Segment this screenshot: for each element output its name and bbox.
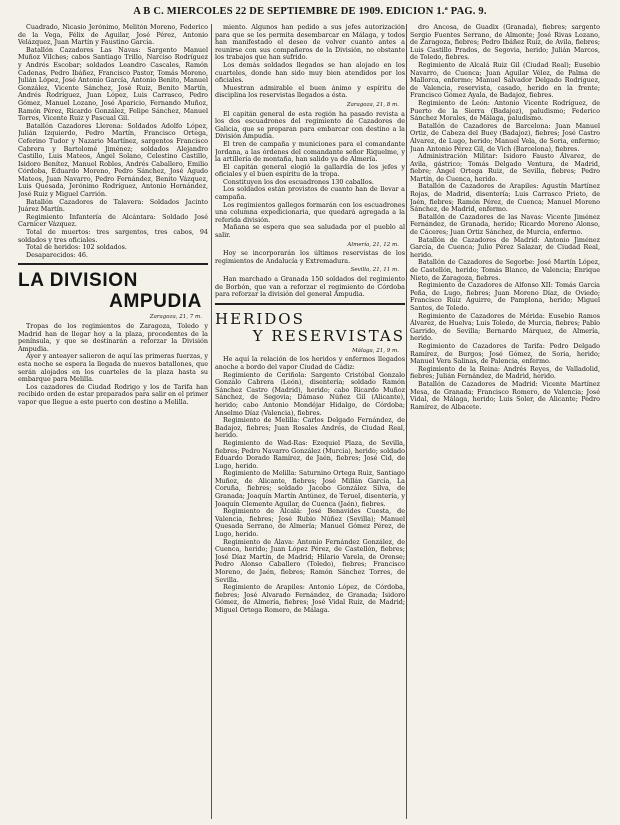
paragraph: Regimiento de Cazadores de Tarifa: Pedro Delgado Ramírez, de Burgos; José Gómez, de Soria, herido; Manuel Vera Salinas, de Palencia, enfermo. bbox=[410, 341, 600, 366]
paragraph: El tren de campaña y municiones para el comandante Jordana, a las órdenes del comandante señor Riquelme, y la artillería de montaña, han salido ya de Almería. bbox=[215, 139, 405, 164]
paragraph: Regimiento de Ceriñola: Sargento Cristóbal Gonzalo Gonzalo Cabrera (León), disentería; soldado Ramón Sánchez Castro (Madrid), herido; cabo Ricardo Muñoz Sánchez, de Segovia; Dámaso Núñez Gil (Alicante), herido; cabo Antonio Mondéjar Hidalgo, de Córdoba; Anselmo Díaz (Valencia), fiebres. bbox=[215, 370, 405, 417]
paragraph: Regimiento de Alcalá: José Benavides Cuesta, de Valencia, fiebres; José Rubio Núñez (Sevilla); Manuel Quesada Serrano, de Almería; Manuel Gómez Pérez, de Lugo, herido. bbox=[215, 507, 405, 539]
paragraph: Los soldados están provistos de cuanto han de llevar a campaña. bbox=[215, 185, 405, 202]
paragraph: Los regimientos gallegos formarán con los escuadrones una columna expedicionaria, que quedará agregada a la referida división. bbox=[215, 200, 405, 224]
paragraph: Batallón de Cazadores de Barcelona: Juan Manuel Ortiz, de Cabeza del Buey (Badajoz), fiebres; José Castro Álvarez, de Lugo, herido; Manuel Vela, de Soria, enfermo; Juan Antonio Pérez Gil, de Vich (Barcelona), fiebres. bbox=[410, 121, 600, 153]
paragraph: Regimiento de Cazadores de Alfonso XII: Tomás García Peña, de Lugo, fiebres; Juan Moreno Díaz, de Oviedo; Francisco Ruiz Aguirre, de Pamplona, herido; Miguel Santos, de Toledo. bbox=[410, 281, 600, 312]
paragraph: Administración Militar: Isidoro Fausto Álvarez, de Avila, gástrico; Tomás Delgado Ventura, de Madrid, fiebre; Ángel Ortega Ruiz, de Sevilla, fiebres; Pedro Martín, de Cuenca, herido. bbox=[410, 152, 600, 183]
dateline: Zaragoza, 21, 8 m. bbox=[346, 101, 399, 108]
paragraph: Regimiento de Melilla: Saturnino Ortega Ruiz, Santiago Muñoz, de Alicante, fiebres; José Millán García, La Coruña, fiebres; soldado Jacobo González Silva, de Granada; Joaquín Martín Antúnez, de Teruel, disentería, y Joaquín Clemente Aguilar, de Cuenca (Jaén), fiebres. bbox=[215, 469, 405, 508]
paragraph: Batallón de Cazadores de Madrid: Vicente Martínez Mesa, de Granada; Francisco Romero, de Valencia; José Vidal, de Málaga, herido; Luis Soler, de Alicante; Pedro Ramírez, de Albacete. bbox=[410, 379, 600, 411]
paragraph: Batallón Cazadores de Talavera: Soldados Jacinto Juárez Martín. bbox=[18, 197, 208, 214]
dateline: Zaragoza, 21, 7 m. bbox=[149, 314, 202, 321]
page-masthead: A B C. MIERCOLES 22 DE SEPTIEMBRE DE 1909. EDICION 1.ª PAG. 9. bbox=[133, 6, 487, 17]
paragraph: Total de heridos: 102 soldados. bbox=[26, 243, 127, 252]
paragraph: Tropas de los regimientos de Zaragoza, Toledo y Madrid han de llegar hoy a la plaza, procedentes de la península, y que se destinarán a reforzar la División Ampudia. bbox=[18, 322, 208, 353]
paragraph: Batallón Cazadores Llerena: Soldados Adolfo López, Julián Izquierdo, Pedro Martín, Francisco Ortega, Ceferino Tudor y Nazario Martínez, sargentos Francisco Cabrera y Bartolomé Jiménez; soldados Alejandro Castillo, Luis Mateos, Ángel Solano, Celestino Castillo, Isidoro Benítez, Manuel Robles, Andrés Caballero, Emilio Córdoba, Eduardo Moreno, Pedro Sánchez, José Agudo Mateos, Juan Navarro, Pedro Fernández, Benito Vázquez, Luis Quesada, Jerónimo Rodríguez, Antonio Hernández, José Ruiz y Miguel Carrión. bbox=[18, 121, 208, 199]
paragraph: Batallón de Cazadores de Segorbe: José Martín López, de Castellón, herido; Tomás Blanco, de Valencia; Enrique Nieto, de Zaragoza, fiebres. bbox=[410, 258, 600, 282]
paragraph: Cuadrado, Nicasio Jerónimo, Melitón Moreno, Federico de la Vega, Félix de Aguilar, José Pérez, Antonio Velázquez, Juan Martín y Faustino García. bbox=[18, 24, 208, 47]
paragraph: dro Ancosa, de Guadix (Granada), fiebres; sargento Sergio Fuentes Serrano, de Almonte; José Rivas Lozano, de Zaragoza, fiebres; Pedro Ibáñez Ruiz, de Avila, fiebres; Luis Castillo Prados, de Segovia, herido; Julián Marcos, de Toledo, fiebres. bbox=[410, 24, 600, 62]
paragraph: Regimiento de la Reina: Andrés Reyes, de Valladolid, fiebres; Julián Fernández, de Madrid, herido. bbox=[410, 364, 600, 381]
paragraph: Regimiento de Wad-Ras: Ezequiel Plaza, de Sevilla, fiebres; Pedro Navarro González (Murcia), herido; soldado Eduardo Dorado Ramírez, de Jaén, fiebres; José Cid, de Lugo, herido. bbox=[215, 438, 405, 470]
paragraph: Batallón de Cazadores de las Navas: Vicente Jiménez Fernández, de Granada, herido; Ricardo Moreno Alonso, de Cáceres; Juan Ortiz Sánchez, de Murcia, enfermo. bbox=[410, 212, 600, 237]
paragraph: Los cazadores de Ciudad Rodrigo y los de Tarifa han recibido orden de estar preparados para salir en el primer vapor que llegue a este puerto con destino a Melilla. bbox=[18, 382, 208, 406]
dateline: Málaga, 21, 9 m. bbox=[352, 347, 399, 354]
paragraph: Constituyen los dos escuadrones 130 caballos. bbox=[223, 177, 374, 186]
headline-heridos: HERIDOS bbox=[215, 309, 305, 328]
paragraph: Regimiento de Cazadores de Mérida: Eusebio Ramos Álvarez, de Huelva; Luis Toledo, de Murcia, fiebres; Pablo Garrido, de Sevilla; Bernardo Márquez, de Almería, herido. bbox=[410, 311, 600, 343]
paragraph: Los demás soldados llegados se han alojado en los cuarteles, donde han sido muy bien atendidos por los oficiales. bbox=[215, 60, 405, 85]
paragraph: El capitán general elogió la gallardía de los jefes y oficiales y el buen espíritu de la tropa. bbox=[215, 162, 405, 179]
paragraph: Regimiento Infantería de Alcántara: Soldado José Carnicer Vázquez. bbox=[18, 212, 208, 229]
paragraph: Hoy se incorporarán los últimos reservistas de los regimientos de Andalucía y Extremadura. bbox=[215, 249, 405, 265]
paragraph: Regimiento de Melilla: Carlos Delgado Fernández, de Badajoz, fiebres; Juan Rosales Andrés, de Ciudad Real, herido. bbox=[215, 416, 405, 440]
paragraph: Han marchado a Granada 150 soldados del regimiento de Borbón, que van a reforzar el regimiento de Córdoba para reforzar la división del general Ampudia. bbox=[215, 275, 405, 299]
paragraph: Regimiento de Álava: Antonio Fernández González, de Cuenca, herido; Juan López Pérez, de Castellón, fiebres; José Díaz Martín, de Madrid; Hilario Varela, de Orense; Pedro Alonso Caballero (Toledo), fiebres; Francisco Moreno, de Jaén, fiebres; Ramón Sánchez Torres, de Sevilla. bbox=[215, 537, 405, 584]
headline-division: LA DIVISION bbox=[18, 270, 138, 292]
column-1 bbox=[18, 24, 208, 819]
column-rule bbox=[211, 24, 212, 819]
paragraph: Regimiento de Alcalá Ruiz Gil (Ciudad Real); Eusebio Navarro, de Cuenca; Juan Aguilar Vélez, de Palma de Mallorca, enfermo; Manuel Salvador Delgado Rodríguez, de Valencia, reservista, casado, herido en la frente; Francisco Gómez Ayala, de Badajoz, fiebres. bbox=[410, 60, 600, 100]
headline-reservistas: Y RESERVISTAS bbox=[252, 326, 405, 345]
paragraph: Batallón de Cazadores de Madrid: Antonio Jiménez García, de Cuenca; Julio Pérez Salazar, de Ciudad Real, herido. bbox=[410, 235, 600, 259]
paragraph: Regimiento de Arapiles: Antonio López, de Córdoba, fiebres; José Alvarado Fernández, de Granada; Isidoro Gómez, de Almería, fiebres; José Vidal Ruiz, de Madrid; Miguel Ortega Romero, de Málaga. bbox=[215, 583, 405, 614]
column-2 bbox=[215, 24, 405, 819]
paragraph: Regimiento de León: Antonio Vicente Rodríguez, de Puerto de la Sierra (Badajoz), paludismo; Federico Sánchez Morales, de Málaga, paludismo. bbox=[410, 98, 600, 123]
dateline: Sevilla, 21, 11 m. bbox=[350, 267, 399, 274]
paragraph: El capitán general de esta región ha pasado revista a los dos escuadrones del regimiento de Cazadores de Galicia, que se preparan para embarcar con destino a la División Ampudia. bbox=[215, 109, 405, 141]
column-3 bbox=[410, 24, 600, 819]
paragraph: Desaparecidos: 46. bbox=[26, 250, 88, 259]
column-rule bbox=[406, 24, 407, 819]
paragraph: Batallón Cazadores Las Navas: Sargento Manuel Muñoz Vilches; cabos Santiago Trillo, Narciso Rodríguez y Andrés Escobar; soldados Leandro Cascales, Ramón Cadenas, Pedro Ibáñez, Francisco Pastor, Tomás Moreno, Julián López, José Antonio García, Antonio Benito, Manuel González, Vicente Sánchez, José Ruiz, Benito Martín, Andrés Rodríguez, Juan López, Luis Carrasco, Pedro Gómez, Manuel Lozano, José Aparicio, Fernando Muñoz, Ramón Pérez, Ricardo González, Felipe Sánchez, Manuel Torres, Vicente Ruiz y Pascual Gil. bbox=[18, 45, 208, 123]
paragraph: Mañana se espera que sea saludada por el pueblo al salir. bbox=[215, 223, 405, 240]
paragraph: miento. Algunos han pedido a sus jefes autorización para que se les permita desembarcar en Málaga, y todos han manifestado el deseo de volver cuanto antes a reunirse con sus compañeros de la División, no obstante los trabajos que han sufrido. bbox=[215, 24, 405, 62]
paragraph: Muestran admirable el buen ánimo y espíritu de disciplina los reservistas llegados a ésta. bbox=[215, 83, 405, 100]
paragraph: He aquí la relación de los heridos y enfermos llegados anoche a bordo del vapor Ciudad de Cádiz: bbox=[215, 355, 405, 371]
paragraph: Ayer y anteayer salieron de aquí las primeras fuerzas, y esta noche se espera la llegada de nuevos batallones, que serán alojados en los cuarteles de la plaza hasta su embarque para Melilla. bbox=[18, 352, 208, 384]
divider bbox=[18, 263, 208, 265]
paragraph: Batallón de Cazadores de Arapiles: Agustín Martínez Rojas, de Madrid, disentería; Luis Carrasco Prieto, de Jaén, fiebres; Ramón Pérez, de Cuenca; Manuel Moreno Sánchez, de Madrid, enfermo. bbox=[410, 182, 600, 214]
headline-ampudia: AMPUDIA bbox=[109, 291, 202, 313]
divider bbox=[215, 303, 405, 305]
paragraph: Total de muertos: tres sargentos, tres cabos, 94 soldados y tres oficiales. bbox=[18, 228, 208, 244]
dateline: Almería, 21, 12 m. bbox=[347, 241, 399, 248]
